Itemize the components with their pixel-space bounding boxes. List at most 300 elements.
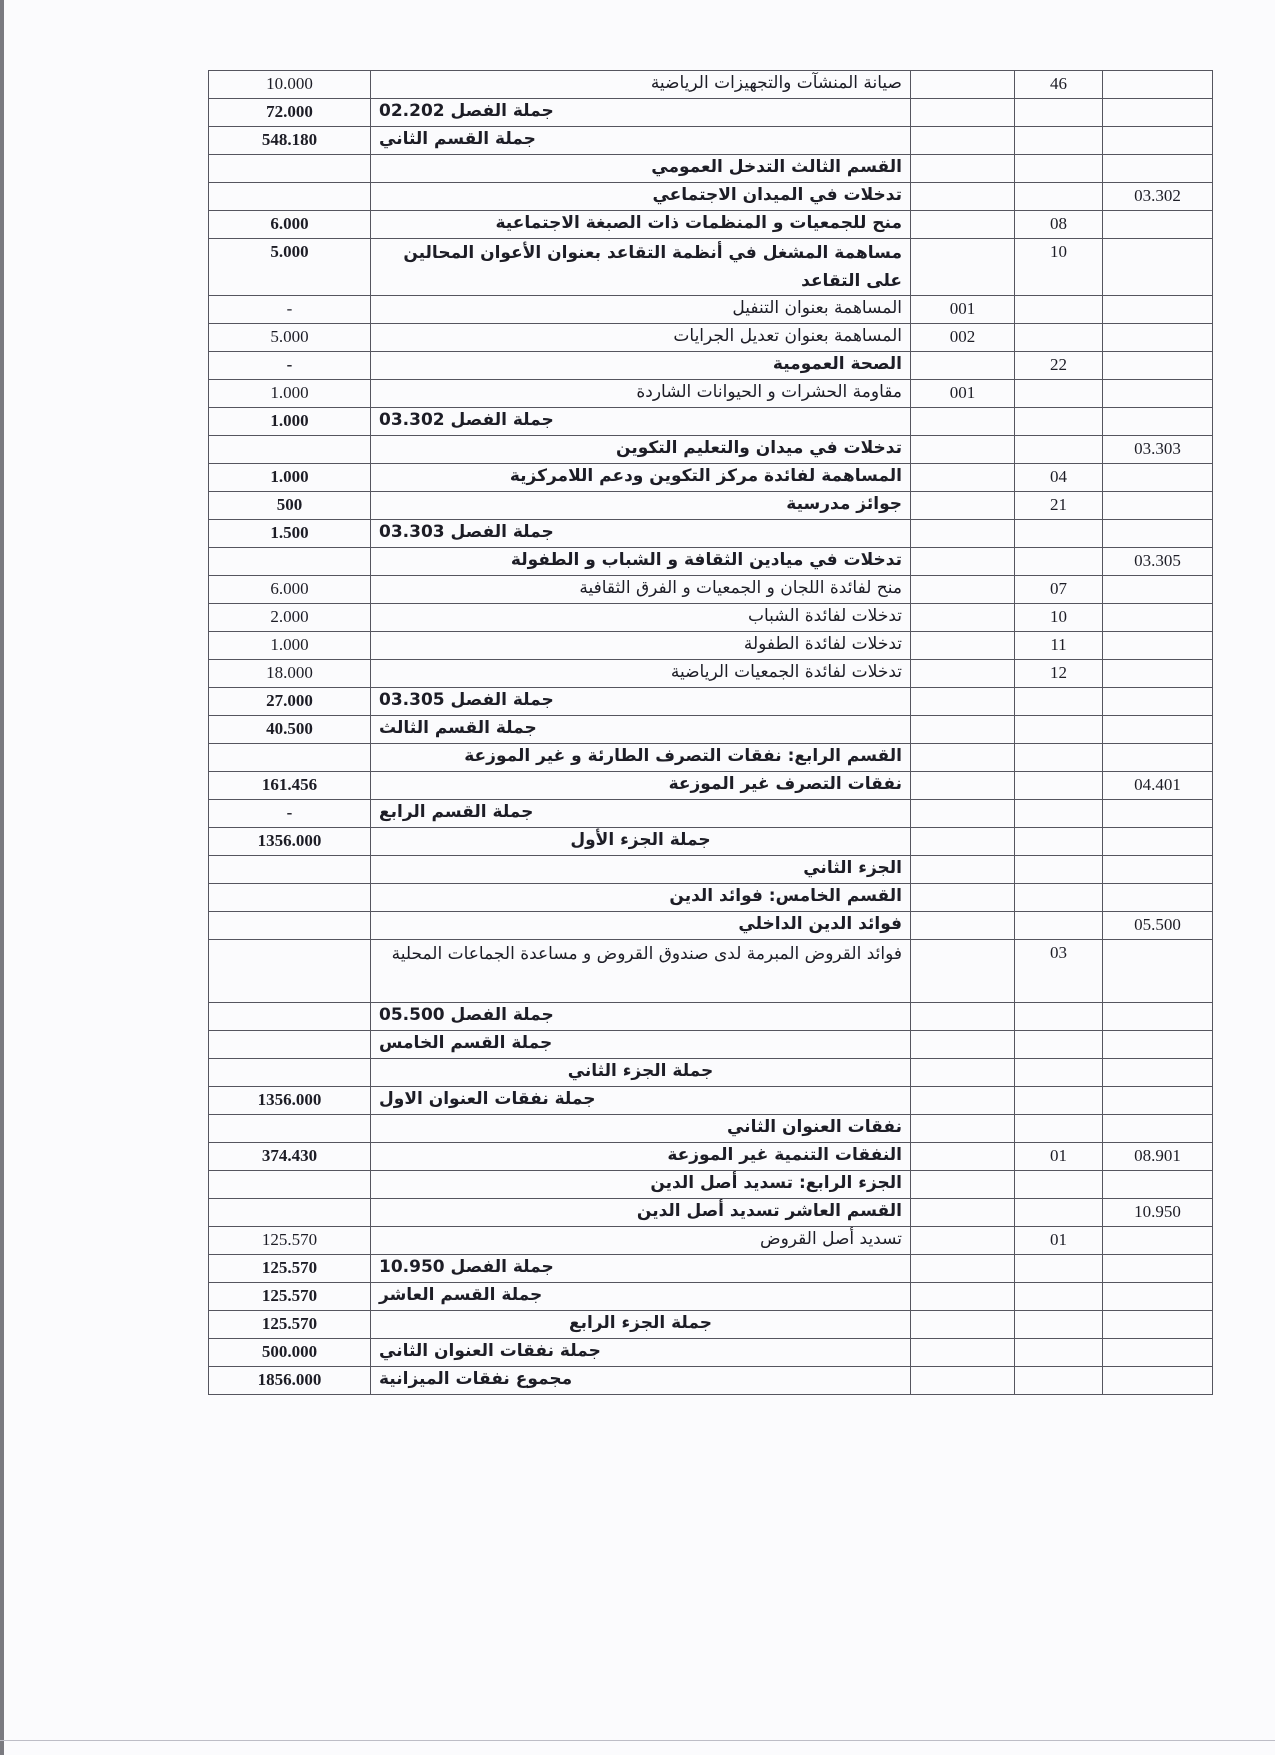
paragraph-code-cell bbox=[911, 1199, 1015, 1227]
table-row bbox=[209, 1143, 1213, 1171]
table-row bbox=[209, 604, 1213, 632]
paragraph-code-cell bbox=[911, 1087, 1015, 1115]
paragraph-code-cell bbox=[911, 548, 1015, 576]
description-text: تدخلات في ميادين الثقافة و الشباب و الطفولة bbox=[510, 550, 902, 570]
amount-cell: 1.000 bbox=[209, 464, 371, 492]
description-cell bbox=[371, 1059, 911, 1087]
table-row bbox=[209, 1115, 1213, 1143]
amount-cell: 6.000 bbox=[209, 211, 371, 239]
description-text: تسديد أصل القروض bbox=[760, 1229, 902, 1249]
article-code-cell bbox=[1015, 772, 1103, 800]
description-cell bbox=[371, 352, 911, 380]
article-code-cell bbox=[1015, 1283, 1103, 1311]
chapter-code-cell bbox=[1103, 1171, 1213, 1199]
description-text: جملة الجزء الثاني bbox=[567, 1061, 714, 1081]
budget-table-body bbox=[209, 71, 1213, 1395]
paragraph-code-cell bbox=[911, 99, 1015, 127]
amount-cell: 1356.000 bbox=[209, 828, 371, 856]
table-row bbox=[209, 408, 1213, 436]
description-text: الجزء الثاني bbox=[803, 858, 902, 878]
description-cell bbox=[371, 632, 911, 660]
description-cell bbox=[371, 604, 911, 632]
description-text: جملة الفصل 03.305 bbox=[379, 690, 554, 710]
table-row bbox=[209, 1171, 1213, 1199]
chapter-code-cell bbox=[1103, 632, 1213, 660]
description-text: تدخلات لفائدة الشباب bbox=[747, 606, 902, 626]
chapter-code-cell bbox=[1103, 1059, 1213, 1087]
description-text: المساهمة بعنوان تعديل الجرايات bbox=[673, 326, 902, 346]
description-text: مجموع نفقات الميزانية bbox=[379, 1369, 573, 1389]
amount-cell: 40.500 bbox=[209, 716, 371, 744]
description-cell bbox=[371, 1339, 911, 1367]
amount-cell: 1.500 bbox=[209, 520, 371, 548]
description-text: جملة الفصل 03.302 bbox=[379, 410, 554, 430]
description-text: جملة القسم الخامس bbox=[379, 1033, 553, 1053]
description-cell bbox=[371, 940, 911, 1003]
chapter-code-cell: 03.303 bbox=[1103, 436, 1213, 464]
description-text: فوائد القروض المبرمة لدى صندوق القروض و مساعدة الجماعات المحلية bbox=[391, 944, 902, 964]
chapter-code-cell bbox=[1103, 828, 1213, 856]
table-row bbox=[209, 800, 1213, 828]
paragraph-code-cell bbox=[911, 632, 1015, 660]
table-row bbox=[209, 632, 1213, 660]
amount-cell bbox=[209, 1059, 371, 1087]
chapter-code-cell bbox=[1103, 688, 1213, 716]
chapter-code-cell: 03.302 bbox=[1103, 183, 1213, 211]
paragraph-code-cell bbox=[911, 183, 1015, 211]
amount-cell: 125.570 bbox=[209, 1283, 371, 1311]
description-text: نفقات العنوان الثاني bbox=[726, 1117, 902, 1137]
chapter-code-cell bbox=[1103, 520, 1213, 548]
description-cell bbox=[371, 127, 911, 155]
amount-cell bbox=[209, 1115, 371, 1143]
description-text: تدخلات في الميدان الاجتماعي bbox=[652, 185, 902, 205]
description-cell bbox=[371, 1003, 911, 1031]
description-cell bbox=[371, 1115, 911, 1143]
paragraph-code-cell bbox=[911, 1171, 1015, 1199]
amount-cell bbox=[209, 436, 371, 464]
table-row bbox=[209, 856, 1213, 884]
description-cell bbox=[371, 1255, 911, 1283]
table-row bbox=[209, 1059, 1213, 1087]
description-text: مساهمة المشغل في أنظمة التقاعد بعنوان الأعوان المحالين على التقاعد bbox=[403, 243, 902, 291]
description-cell bbox=[371, 912, 911, 940]
article-code-cell: 21 bbox=[1015, 492, 1103, 520]
description-text: المساهمة لفائدة مركز التكوين ودعم اللامركزية bbox=[509, 466, 902, 486]
description-text: جملة الجزء الأول bbox=[570, 830, 711, 850]
paragraph-code-cell bbox=[911, 155, 1015, 183]
table-row bbox=[209, 940, 1213, 1003]
article-code-cell bbox=[1015, 1339, 1103, 1367]
article-code-cell bbox=[1015, 296, 1103, 324]
table-row bbox=[209, 1283, 1213, 1311]
description-cell bbox=[371, 744, 911, 772]
amount-cell bbox=[209, 155, 371, 183]
table-row bbox=[209, 380, 1213, 408]
amount-cell: 500 bbox=[209, 492, 371, 520]
chapter-code-cell bbox=[1103, 884, 1213, 912]
table-row bbox=[209, 1031, 1213, 1059]
description-cell bbox=[371, 800, 911, 828]
table-row bbox=[209, 548, 1213, 576]
description-text: صيانة المنشآت والتجهيزات الرياضية bbox=[650, 73, 902, 93]
table-row bbox=[209, 1087, 1213, 1115]
amount-cell bbox=[209, 744, 371, 772]
amount-cell bbox=[209, 940, 371, 1003]
description-text: جوائز مدرسية bbox=[786, 494, 902, 514]
table-row bbox=[209, 688, 1213, 716]
paragraph-code-cell bbox=[911, 660, 1015, 688]
description-text: جملة القسم العاشر bbox=[379, 1285, 543, 1305]
amount-cell: 27.000 bbox=[209, 688, 371, 716]
paragraph-code-cell bbox=[911, 71, 1015, 99]
paragraph-code-cell bbox=[911, 828, 1015, 856]
paragraph-code-cell bbox=[911, 576, 1015, 604]
article-code-cell bbox=[1015, 688, 1103, 716]
chapter-code-cell: 04.401 bbox=[1103, 772, 1213, 800]
article-code-cell: 01 bbox=[1015, 1227, 1103, 1255]
article-code-cell: 10 bbox=[1015, 239, 1103, 296]
description-cell bbox=[371, 856, 911, 884]
description-cell bbox=[371, 548, 911, 576]
description-text: جملة الفصل 03.303 bbox=[379, 522, 554, 542]
amount-cell bbox=[209, 1171, 371, 1199]
article-code-cell: 01 bbox=[1015, 1143, 1103, 1171]
table-row bbox=[209, 884, 1213, 912]
paragraph-code-cell bbox=[911, 1115, 1015, 1143]
description-cell bbox=[371, 436, 911, 464]
budget-expense-table bbox=[208, 70, 1213, 1395]
chapter-code-cell bbox=[1103, 492, 1213, 520]
amount-cell: 10.000 bbox=[209, 71, 371, 99]
paragraph-code-cell: 001 bbox=[911, 296, 1015, 324]
description-text: النفقات التنمية غير الموزعة bbox=[667, 1145, 902, 1165]
table-row bbox=[209, 520, 1213, 548]
amount-cell bbox=[209, 1031, 371, 1059]
description-cell bbox=[371, 380, 911, 408]
description-cell bbox=[371, 296, 911, 324]
article-code-cell bbox=[1015, 408, 1103, 436]
description-cell bbox=[371, 1199, 911, 1227]
chapter-code-cell bbox=[1103, 716, 1213, 744]
article-code-cell bbox=[1015, 1171, 1103, 1199]
description-cell bbox=[371, 688, 911, 716]
table-row bbox=[209, 1003, 1213, 1031]
description-text: القسم العاشر تسديد أصل الدين bbox=[636, 1201, 902, 1221]
description-cell bbox=[371, 71, 911, 99]
paragraph-code-cell bbox=[911, 856, 1015, 884]
chapter-code-cell: 05.500 bbox=[1103, 912, 1213, 940]
paragraph-code-cell bbox=[911, 744, 1015, 772]
table-row bbox=[209, 716, 1213, 744]
amount-cell: 548.180 bbox=[209, 127, 371, 155]
description-text: القسم الرابع: نفقات التصرف الطارئة و غير الموزعة bbox=[464, 746, 902, 766]
description-cell bbox=[371, 408, 911, 436]
amount-cell: 72.000 bbox=[209, 99, 371, 127]
amount-cell: 1.000 bbox=[209, 632, 371, 660]
description-cell bbox=[371, 1283, 911, 1311]
article-code-cell: 46 bbox=[1015, 71, 1103, 99]
article-code-cell bbox=[1015, 912, 1103, 940]
description-cell bbox=[371, 183, 911, 211]
chapter-code-cell: 08.901 bbox=[1103, 1143, 1213, 1171]
description-text: جملة الفصل 05.500 bbox=[379, 1005, 554, 1025]
amount-cell: 125.570 bbox=[209, 1311, 371, 1339]
article-code-cell: 12 bbox=[1015, 660, 1103, 688]
amount-cell: - bbox=[209, 352, 371, 380]
description-text: منح للجمعيات و المنظمات ذات الصبغة الاجتماعية bbox=[495, 213, 902, 233]
table-row bbox=[209, 99, 1213, 127]
description-cell bbox=[371, 1311, 911, 1339]
article-code-cell: 11 bbox=[1015, 632, 1103, 660]
paragraph-code-cell bbox=[911, 436, 1015, 464]
paragraph-code-cell bbox=[911, 772, 1015, 800]
description-cell bbox=[371, 576, 911, 604]
paragraph-code-cell bbox=[911, 912, 1015, 940]
chapter-code-cell bbox=[1103, 576, 1213, 604]
amount-cell: 500.000 bbox=[209, 1339, 371, 1367]
paragraph-code-cell bbox=[911, 1255, 1015, 1283]
description-cell bbox=[371, 211, 911, 239]
description-text: تدخلات لفائدة الجمعيات الرياضية bbox=[670, 662, 902, 682]
amount-cell: 6.000 bbox=[209, 576, 371, 604]
article-code-cell bbox=[1015, 1031, 1103, 1059]
paragraph-code-cell bbox=[911, 520, 1015, 548]
chapter-code-cell: 10.950 bbox=[1103, 1199, 1213, 1227]
article-code-cell bbox=[1015, 1255, 1103, 1283]
amount-cell bbox=[209, 884, 371, 912]
article-code-cell bbox=[1015, 716, 1103, 744]
description-cell bbox=[371, 772, 911, 800]
table-row bbox=[209, 127, 1213, 155]
article-code-cell bbox=[1015, 380, 1103, 408]
paragraph-code-cell bbox=[911, 211, 1015, 239]
paragraph-code-cell bbox=[911, 688, 1015, 716]
chapter-code-cell bbox=[1103, 856, 1213, 884]
chapter-code-cell bbox=[1103, 1367, 1213, 1395]
article-code-cell bbox=[1015, 99, 1103, 127]
article-code-cell bbox=[1015, 1367, 1103, 1395]
description-cell bbox=[371, 1367, 911, 1395]
description-text: جملة القسم الثاني bbox=[379, 129, 536, 149]
paragraph-code-cell bbox=[911, 464, 1015, 492]
description-cell bbox=[371, 99, 911, 127]
table-row bbox=[209, 772, 1213, 800]
article-code-cell bbox=[1015, 1115, 1103, 1143]
chapter-code-cell: 03.305 bbox=[1103, 548, 1213, 576]
description-text: الجزء الرابع: تسديد أصل الدين bbox=[650, 1173, 902, 1193]
paragraph-code-cell bbox=[911, 492, 1015, 520]
paragraph-code-cell: 001 bbox=[911, 380, 1015, 408]
article-code-cell: 22 bbox=[1015, 352, 1103, 380]
chapter-code-cell bbox=[1103, 1255, 1213, 1283]
paragraph-code-cell bbox=[911, 940, 1015, 1003]
chapter-code-cell bbox=[1103, 380, 1213, 408]
description-text: الصحة العمومية bbox=[772, 354, 902, 374]
table-row bbox=[209, 155, 1213, 183]
description-cell bbox=[371, 155, 911, 183]
description-text: جملة القسم الرابع bbox=[379, 802, 534, 822]
amount-cell: 1356.000 bbox=[209, 1087, 371, 1115]
table-row bbox=[209, 744, 1213, 772]
paragraph-code-cell bbox=[911, 1311, 1015, 1339]
table-row bbox=[209, 660, 1213, 688]
chapter-code-cell bbox=[1103, 352, 1213, 380]
article-code-cell bbox=[1015, 1087, 1103, 1115]
table-row bbox=[209, 1199, 1213, 1227]
table-row bbox=[209, 71, 1213, 99]
description-text: القسم الثالث التدخل العمومي bbox=[651, 157, 902, 177]
description-text: المساهمة بعنوان التنفيل bbox=[732, 298, 902, 318]
amount-cell bbox=[209, 1003, 371, 1031]
description-cell bbox=[371, 1031, 911, 1059]
paragraph-code-cell bbox=[911, 1003, 1015, 1031]
article-code-cell bbox=[1015, 436, 1103, 464]
description-text: تدخلات لفائدة الطفولة bbox=[743, 634, 902, 654]
paragraph-code-cell bbox=[911, 1367, 1015, 1395]
amount-cell bbox=[209, 1199, 371, 1227]
article-code-cell bbox=[1015, 1059, 1103, 1087]
paragraph-code-cell bbox=[911, 1339, 1015, 1367]
amount-cell bbox=[209, 912, 371, 940]
chapter-code-cell bbox=[1103, 239, 1213, 296]
chapter-code-cell bbox=[1103, 71, 1213, 99]
chapter-code-cell bbox=[1103, 604, 1213, 632]
amount-cell: 161.456 bbox=[209, 772, 371, 800]
paragraph-code-cell bbox=[911, 1227, 1015, 1255]
table-row bbox=[209, 1227, 1213, 1255]
table-row bbox=[209, 239, 1213, 296]
paragraph-code-cell bbox=[911, 408, 1015, 436]
chapter-code-cell bbox=[1103, 1087, 1213, 1115]
description-text: جملة نفقات العنوان الثاني bbox=[379, 1341, 601, 1361]
chapter-code-cell bbox=[1103, 408, 1213, 436]
description-cell bbox=[371, 660, 911, 688]
chapter-code-cell bbox=[1103, 1031, 1213, 1059]
chapter-code-cell bbox=[1103, 800, 1213, 828]
chapter-code-cell bbox=[1103, 1003, 1213, 1031]
amount-cell: 18.000 bbox=[209, 660, 371, 688]
description-text: جملة نفقات العنوان الاول bbox=[379, 1089, 596, 1109]
article-code-cell bbox=[1015, 127, 1103, 155]
description-cell bbox=[371, 1227, 911, 1255]
description-cell bbox=[371, 884, 911, 912]
amount-cell: - bbox=[209, 296, 371, 324]
paragraph-code-cell bbox=[911, 352, 1015, 380]
table-row bbox=[209, 211, 1213, 239]
article-code-cell: 07 bbox=[1015, 576, 1103, 604]
article-code-cell bbox=[1015, 800, 1103, 828]
article-code-cell: 10 bbox=[1015, 604, 1103, 632]
scan-bottom-edge bbox=[0, 1740, 1275, 1741]
description-text: جملة الفصل 10.950 bbox=[379, 1257, 554, 1277]
article-code-cell bbox=[1015, 1311, 1103, 1339]
paragraph-code-cell: 002 bbox=[911, 324, 1015, 352]
description-text: مقاومة الحشرات و الحيوانات الشاردة bbox=[636, 382, 902, 402]
paragraph-code-cell bbox=[911, 1283, 1015, 1311]
article-code-cell bbox=[1015, 744, 1103, 772]
description-cell bbox=[371, 1171, 911, 1199]
amount-cell: 125.570 bbox=[209, 1227, 371, 1255]
description-cell bbox=[371, 492, 911, 520]
amount-cell: 2.000 bbox=[209, 604, 371, 632]
description-text: جملة الفصل 02.202 bbox=[379, 101, 554, 121]
description-text: تدخلات في ميدان والتعليم التكوين bbox=[616, 438, 902, 458]
paragraph-code-cell bbox=[911, 1143, 1015, 1171]
amount-cell: 1.000 bbox=[209, 380, 371, 408]
chapter-code-cell bbox=[1103, 1339, 1213, 1367]
chapter-code-cell bbox=[1103, 211, 1213, 239]
chapter-code-cell bbox=[1103, 155, 1213, 183]
chapter-code-cell bbox=[1103, 127, 1213, 155]
chapter-code-cell bbox=[1103, 940, 1213, 1003]
table-row bbox=[209, 324, 1213, 352]
table-row bbox=[209, 492, 1213, 520]
article-code-cell bbox=[1015, 183, 1103, 211]
description-text: جملة الجزء الرابع bbox=[568, 1313, 713, 1333]
article-code-cell bbox=[1015, 520, 1103, 548]
table-row bbox=[209, 912, 1213, 940]
table-row bbox=[209, 1339, 1213, 1367]
paragraph-code-cell bbox=[911, 127, 1015, 155]
article-code-cell: 03 bbox=[1015, 940, 1103, 1003]
table-row bbox=[209, 576, 1213, 604]
amount-cell: 1.000 bbox=[209, 408, 371, 436]
paragraph-code-cell bbox=[911, 1031, 1015, 1059]
description-text: جملة القسم الثالث bbox=[379, 718, 537, 738]
table-row bbox=[209, 352, 1213, 380]
chapter-code-cell bbox=[1103, 1311, 1213, 1339]
description-cell bbox=[371, 324, 911, 352]
table-row bbox=[209, 1255, 1213, 1283]
description-text: نفقات التصرف غير الموزعة bbox=[668, 774, 902, 794]
amount-cell: 5.000 bbox=[209, 239, 371, 296]
amount-cell: 125.570 bbox=[209, 1255, 371, 1283]
paragraph-code-cell bbox=[911, 716, 1015, 744]
chapter-code-cell bbox=[1103, 744, 1213, 772]
article-code-cell bbox=[1015, 548, 1103, 576]
description-cell bbox=[371, 1143, 911, 1171]
description-text: القسم الخامس: فوائد الدين bbox=[669, 886, 902, 906]
paragraph-code-cell bbox=[911, 884, 1015, 912]
article-code-cell bbox=[1015, 1199, 1103, 1227]
article-code-cell bbox=[1015, 155, 1103, 183]
amount-cell bbox=[209, 856, 371, 884]
article-code-cell bbox=[1015, 324, 1103, 352]
chapter-code-cell bbox=[1103, 324, 1213, 352]
paragraph-code-cell bbox=[911, 604, 1015, 632]
table-row bbox=[209, 436, 1213, 464]
amount-cell: 1856.000 bbox=[209, 1367, 371, 1395]
table-row bbox=[209, 828, 1213, 856]
article-code-cell bbox=[1015, 856, 1103, 884]
chapter-code-cell bbox=[1103, 99, 1213, 127]
paragraph-code-cell bbox=[911, 1059, 1015, 1087]
article-code-cell bbox=[1015, 1003, 1103, 1031]
article-code-cell bbox=[1015, 884, 1103, 912]
chapter-code-cell bbox=[1103, 1115, 1213, 1143]
amount-cell: 374.430 bbox=[209, 1143, 371, 1171]
paragraph-code-cell bbox=[911, 800, 1015, 828]
chapter-code-cell bbox=[1103, 296, 1213, 324]
chapter-code-cell bbox=[1103, 464, 1213, 492]
article-code-cell: 04 bbox=[1015, 464, 1103, 492]
description-cell bbox=[371, 828, 911, 856]
article-code-cell bbox=[1015, 828, 1103, 856]
chapter-code-cell bbox=[1103, 1283, 1213, 1311]
table-row bbox=[209, 183, 1213, 211]
description-cell bbox=[371, 1087, 911, 1115]
